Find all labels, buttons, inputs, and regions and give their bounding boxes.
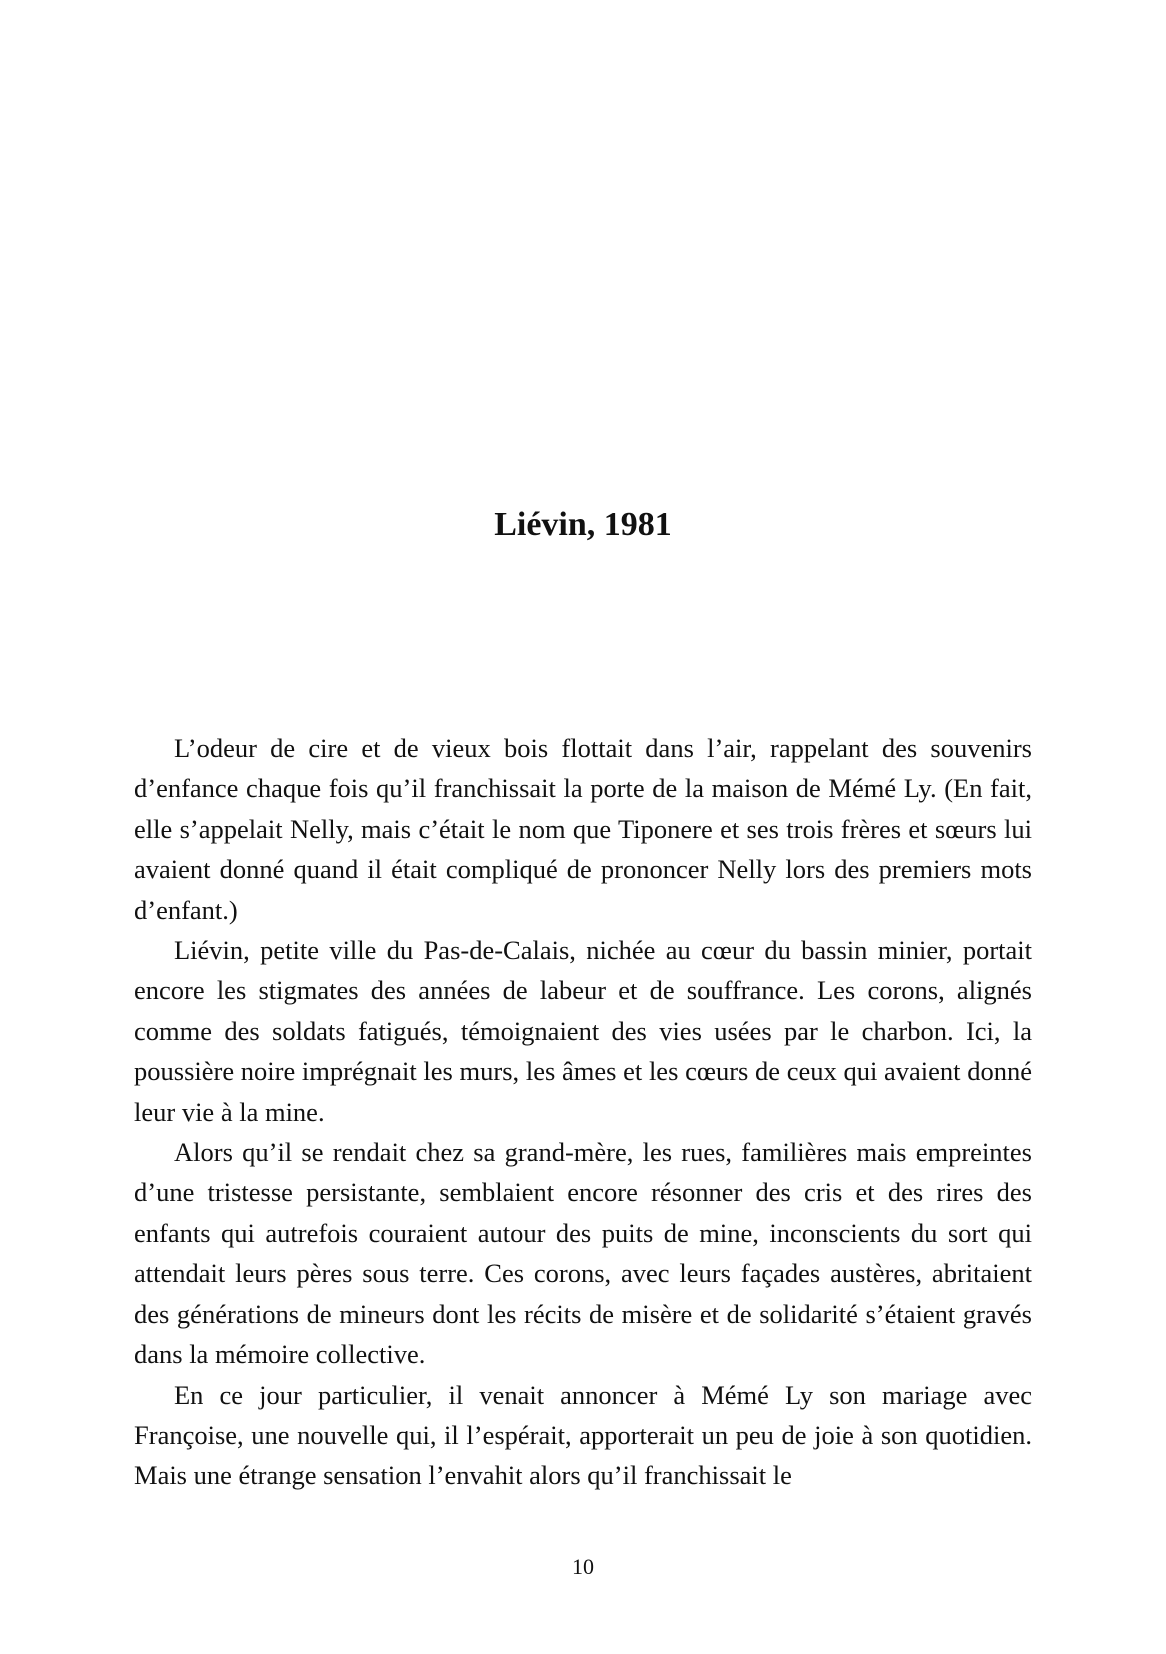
paragraph: L’odeur de cire et de vieux bois flottait dans l’air, rappelant des souvenirs d’enfance chaque fois qu’il franchissait la porte de la maison de Mémé Ly. (En fait, elle s’appelait Nelly, mais c’était le nom que Tiponere et ses trois frères et sœurs lui avaient donné quand il était compliqué de prononcer Nelly lors des premiers mots d’enfant.) (134, 733, 1032, 925)
body-text (134, 728, 1032, 1496)
page-number: 10 (572, 1554, 594, 1579)
paragraph: Liévin, petite ville du Pas-de-Calais, nichée au cœur du bassin minier, portait encore les stigmates des années de labeur et de souffrance. Les corons, alignés comme des soldats fatigués, témoignaient des vies usées par le charbon. Ici, la poussière noire imprégnait les murs, les âmes et les cœurs de ceux qui avaient donné leur vie à la mine. (134, 935, 1032, 1127)
paragraph: En ce jour particulier, il venait annoncer à Mémé Ly son mariage avec Françoise, une nouvelle qui, il l’espérait, apporterait un peu de joie à son quotidien. Mais une étrange sensation l’envahit alors qu’il franchissait le (134, 1379, 1032, 1491)
paragraph: Alors qu’il se rendait chez sa grand-mère, les rues, familières mais empreintes d’une tristesse persistante, semblaient encore résonner des cris et des rires des enfants qui autrefois couraient autour des puits de mine, inconscients du sort qui attendait leurs pères sous terre. Ces corons, avec leurs façades austères, abritaient des générations de mineurs dont les récits de misère et de solidarité s’étaient gravés dans la mémoire collective. (134, 1137, 1032, 1370)
chapter-title: Liévin, 1981 (494, 506, 672, 543)
